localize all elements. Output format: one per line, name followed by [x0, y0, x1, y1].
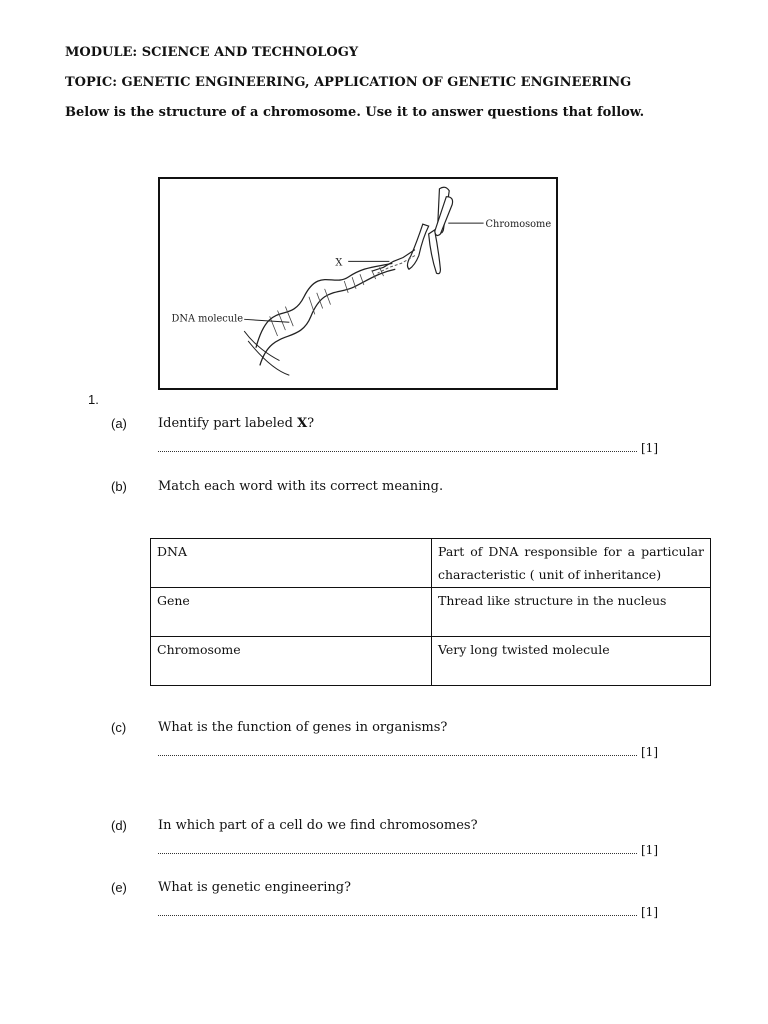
instruction-text: Below is the structure of a chromosome. Use it to answer questions that follow.: [65, 105, 645, 120]
part-c-answer-line[interactable]: [158, 745, 658, 759]
topic-heading: TOPIC: GENETIC ENGINEERING, APPLICATION OF GENETIC ENGINEERING: [65, 75, 632, 90]
dna-helix: [244, 263, 395, 375]
part-d-question: In which part of a cell do we find chromosomes?: [158, 818, 478, 833]
part-d-answer-line[interactable]: [158, 843, 658, 857]
module-heading: MODULE: SCIENCE AND TECHNOLOGY: [65, 45, 359, 60]
part-b-question: Match each word with its correct meaning.: [158, 479, 444, 494]
part-c-mark: [1]: [641, 745, 658, 759]
part-e-question: What is genetic engineering?: [158, 880, 352, 895]
part-d-letter: (d): [111, 818, 127, 833]
part-a-mark: [1]: [641, 441, 658, 455]
matching-table: [150, 538, 711, 686]
part-a-answer-line[interactable]: [158, 441, 658, 455]
table-word-cell: DNA: [151, 539, 432, 588]
question-number: 1.: [88, 392, 99, 407]
part-b-letter: (b): [111, 479, 127, 494]
dna-molecule-label: DNA molecule: [171, 313, 244, 325]
chromosome-figure: [158, 177, 558, 390]
table-meaning-cell: Very long twisted molecule: [432, 637, 711, 686]
chromosome-diagram: [160, 179, 556, 388]
table-meaning-cell: Thread like structure in the nucleus: [432, 588, 711, 637]
part-a-letter: (a): [111, 416, 127, 431]
part-e-answer-line[interactable]: [158, 905, 658, 919]
table-word-cell: Chromosome: [151, 637, 432, 686]
part-c-question: What is the function of genes in organisms?: [158, 720, 448, 735]
chromosome-label: Chromosome: [485, 219, 552, 231]
part-c-letter: (c): [111, 720, 127, 735]
table-row: [151, 637, 711, 686]
part-a-bold-x: X: [297, 416, 308, 431]
chromosome-shape: [407, 187, 452, 273]
part-e-letter: (e): [111, 880, 127, 895]
table-row: [151, 539, 711, 588]
dna-base-pairs: [270, 267, 384, 336]
table-word-cell: Gene: [151, 588, 432, 637]
table-row: [151, 588, 711, 637]
table-meaning-cell: Part of DNA responsible for a particular characteristic ( unit of inheritance): [432, 539, 711, 588]
part-e-mark: [1]: [641, 905, 658, 919]
part-a-question: Identify part labeled X?: [158, 416, 315, 431]
x-label: X: [335, 257, 343, 269]
part-d-mark: [1]: [641, 843, 658, 857]
